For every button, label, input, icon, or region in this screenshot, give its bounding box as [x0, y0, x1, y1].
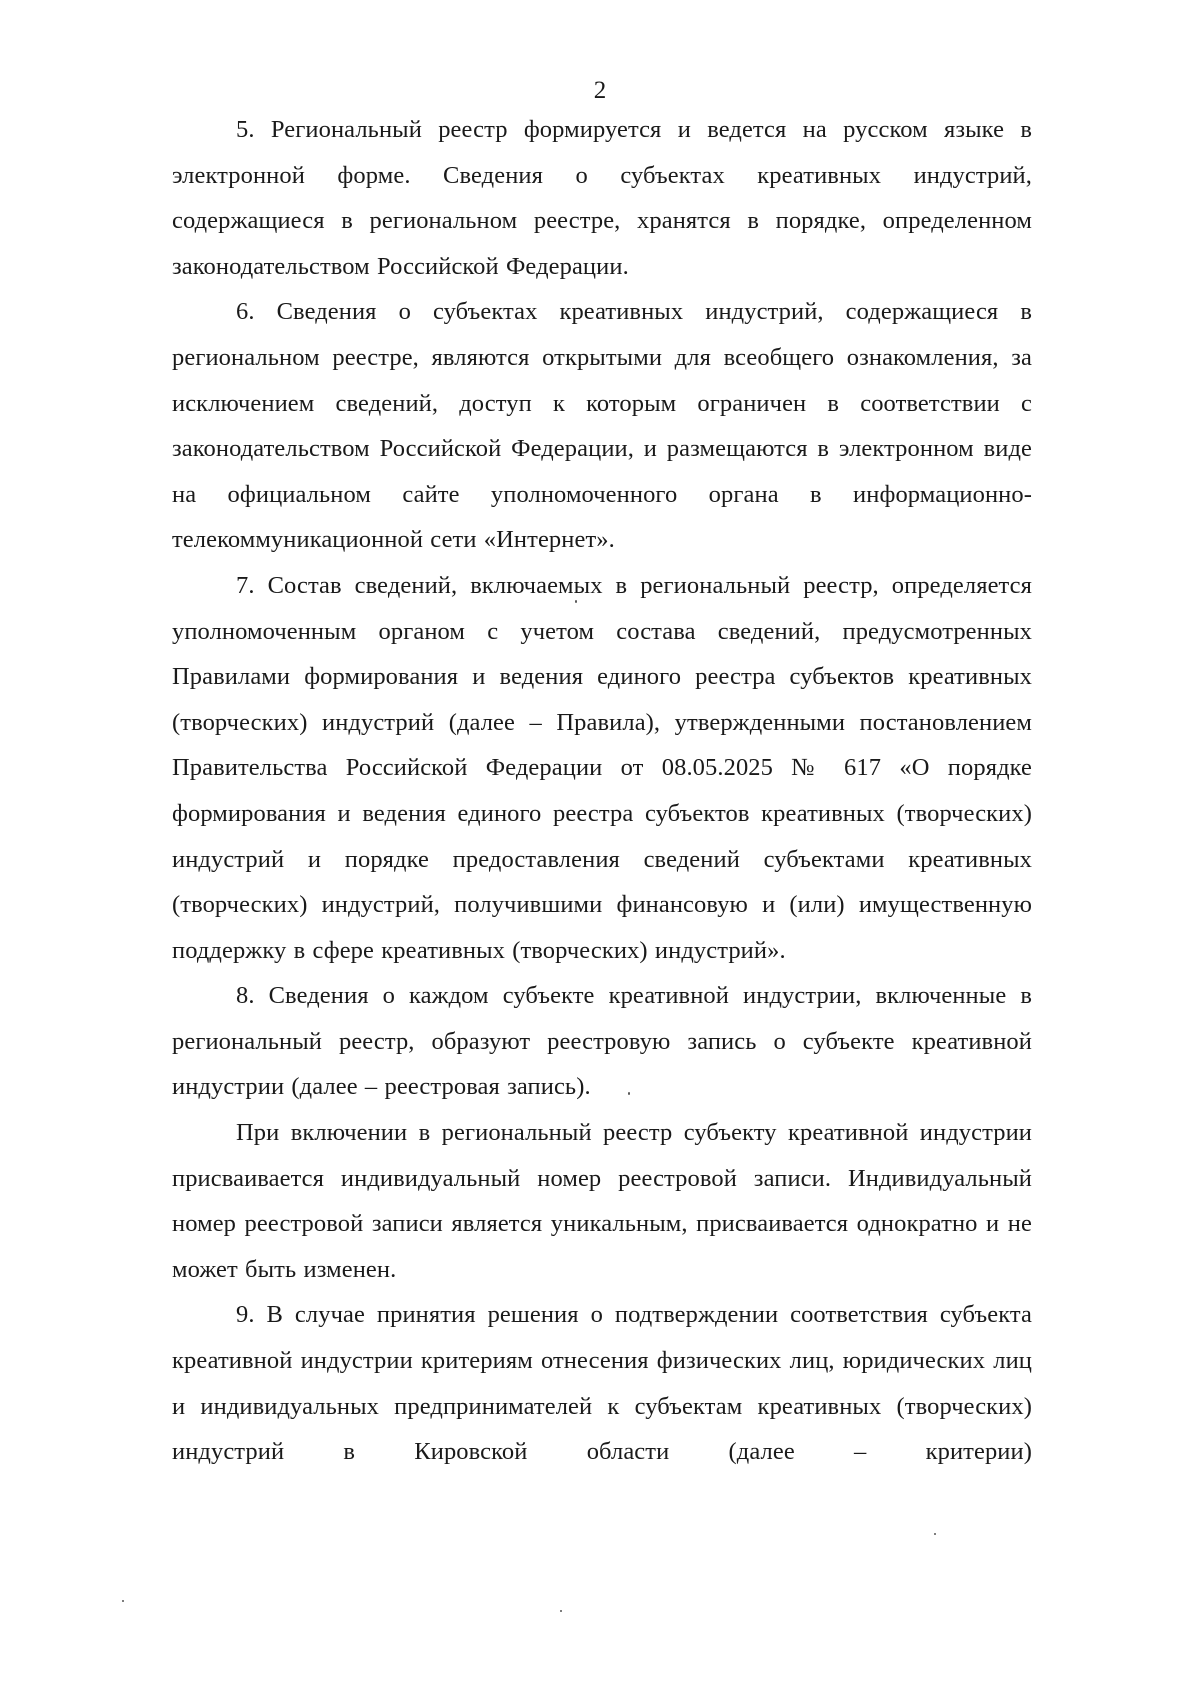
paragraph-9: 9. В случае принятия решения о подтверждении соответствия субъекта креативной индустрии критериям отнесения физических лиц, юридических лиц и индивидуальных предпринимателей к субъектам креативных (творческих) индустрий в Кировской области (далее – критерии) — [172, 1301, 1032, 1466]
paragraph-6: 6. Сведения о субъектах креативных индустрий, содержащиеся в региональном реестре, являются открытыми для всеобщего ознакомления, за исключением сведений, доступ к которым ограничен в соответствии с законодательством Российской Федерации, и размещаются в электронном виде на официальном сайте уполномоченного органа в информационно-телекоммуникационной сети «Интернет». — [172, 298, 1032, 554]
document-body — [172, 107, 1032, 1475]
scan-speck — [934, 1533, 936, 1535]
scan-speck — [560, 1610, 562, 1612]
paragraph-8-continued: При включении в региональный реестр субъекту креативной индустрии присваивается индивидуальный номер реестровой записи. Индивидуальный номер реестровой записи является уникальным, присваивается однократно и не может быть изменен. — [172, 1119, 1032, 1283]
page-number: 2 — [593, 77, 607, 104]
scan-speck — [628, 1092, 630, 1095]
scan-speck — [575, 600, 577, 603]
scan-speck — [122, 1600, 124, 1602]
paragraph-5: 5. Региональный реестр формируется и ведется на русском языке в электронной форме. Сведения о субъектах креативных индустрий, содержащиеся в региональном реестре, хранятся в порядке, определенном законодательством Российской Федерации. — [172, 116, 1032, 280]
paragraph-8: 8. Сведения о каждом субъекте креативной индустрии, включенные в региональный реестр, образуют реестровую запись о субъекте креативной индустрии (далее – реестровая запись). — [172, 982, 1032, 1101]
paragraph-7: 7. Состав сведений, включаемых в региональный реестр, определяется уполномоченным органом с учетом состава сведений, предусмотренных Правилами формирования и ведения единого реестра субъектов креативных (творческих) индустрий (далее – Правила), утвержденными постановлением Правительства Российской Федерации от 08.05.2025 № 617 «О порядке формирования и ведения единого реестра субъектов креативных (творческих) индустрий и порядке предоставления сведений субъектами креативных (творческих) индустрий, получившими финансовую и (или) имущественную поддержку в сфере креативных (творческих) индустрий». — [172, 571, 1032, 964]
